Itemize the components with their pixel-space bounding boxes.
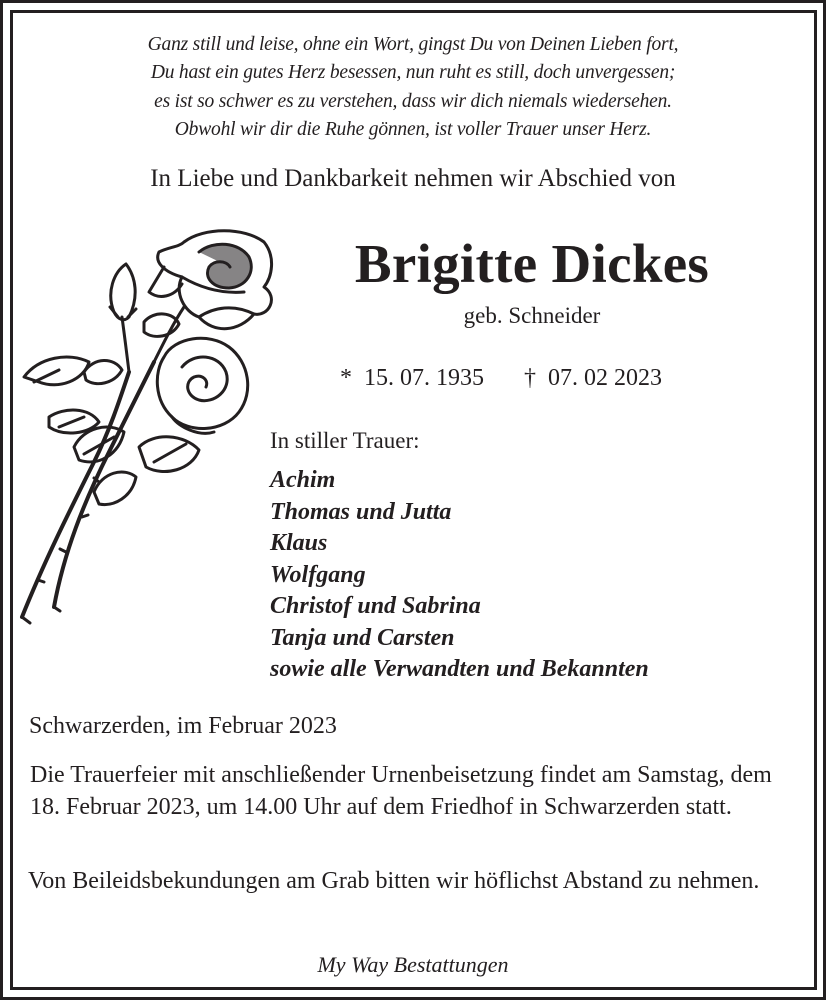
place-date: Schwarzerden, im Februar 2023 [29,713,337,739]
condolence-note: Von Beileidsbekundungen am Grab bitten wir höflichst Abstand zu nehmen. [28,868,760,894]
deceased-name: Brigitte Dickes [354,233,710,294]
death-date: 07. 02 2023 [548,365,662,391]
poem-line: es ist so schwer es zu verstehen, dass wir dich niemals wiedersehen. [154,90,672,112]
poem [14,31,812,144]
funeral-info: Die Trauerfeier mit anschließender Urnenbeisetzung findet am Samstag, dem 18. Februar 2023, um 14.00 Uhr auf dem Friedhof in Schwarzerden statt. [30,762,772,820]
undertaker-name: My Way Bestattungen [317,952,509,977]
maiden-name: geb. Schneider [463,303,601,328]
mourner-item: Tanja und Carsten [270,624,455,651]
mourner-item: Thomas und Jutta [270,498,452,525]
rose-icon [14,222,284,634]
mourner-item: sowie alle Verwandten und Bekannten [270,656,649,682]
poem-line: Ganz still und leise, ohne ein Wort, gingst Du von Deinen Lieben fort, [147,34,679,55]
mourners-heading: In stiller Trauer: [270,428,420,453]
mourner-item: Christof und Sabrina [270,593,481,619]
farewell-intro: In Liebe und Dankbarkeit nehmen wir Abschied von [150,165,676,192]
birth-star-icon: * [340,365,352,391]
life-dates [340,363,662,393]
poem-line: Du hast ein gutes Herz besessen, nun ruht es still, doch unvergessen; [150,62,676,84]
death-cross-icon: † [524,365,536,391]
mourner-item: Klaus [270,530,328,556]
mourner-item: Achim [270,467,336,493]
birth-date: 15. 07. 1935 [364,365,484,391]
mourners-list [270,465,649,686]
poem-line: Obwohl wir dir die Ruhe gönnen, ist voller Trauer unser Herz. [174,118,652,140]
mourner-item: Wolfgang [270,561,366,588]
rose-illustration [14,222,284,634]
